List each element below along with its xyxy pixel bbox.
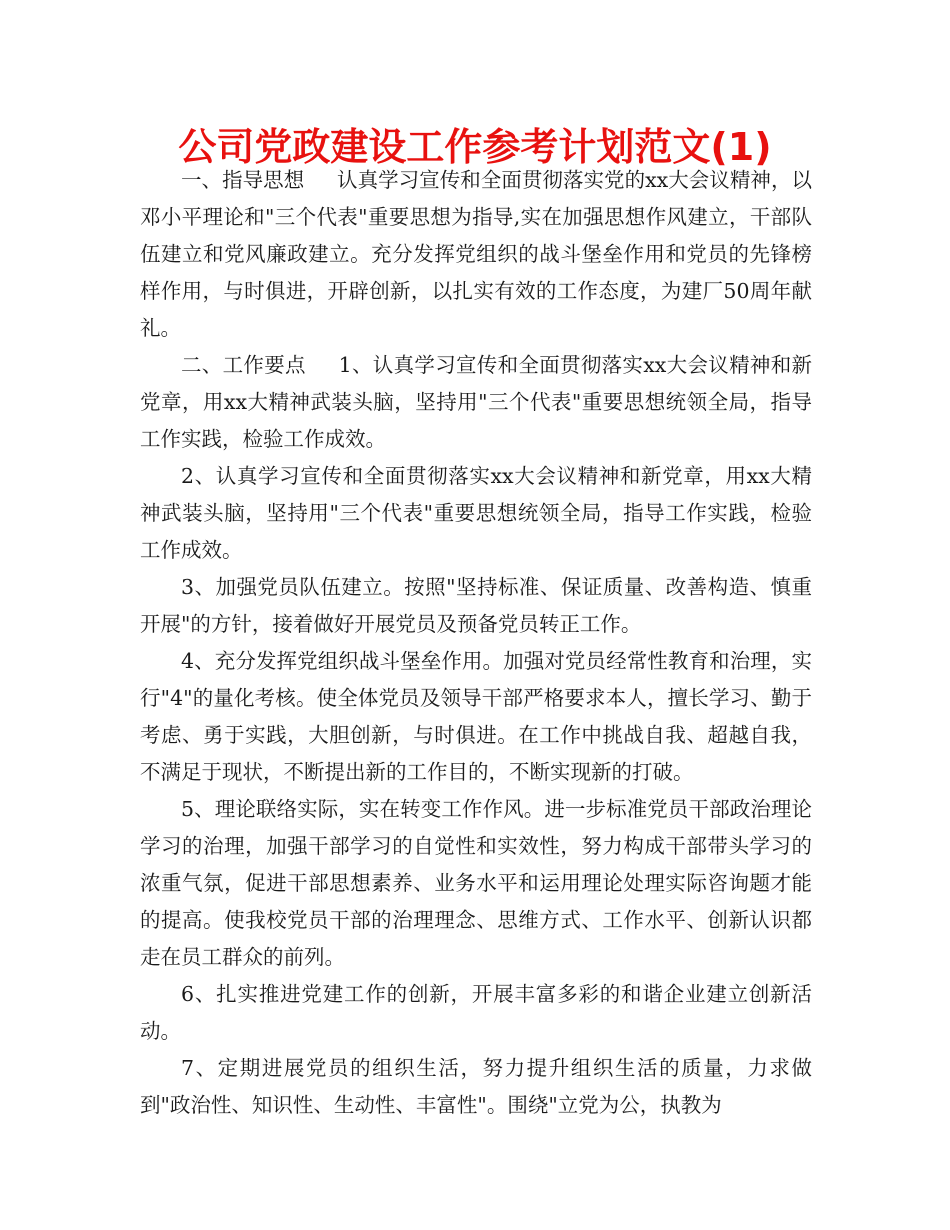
paragraph-item-5: 5、理论联络实际，实在转变工作作风。进一步标准党员干部政治理论学习的治理，加强干部学习的自觉性和实效性，努力构成干部带头学习的浓重气氛，促进干部思想素养、业务水平和运用理论处理实际咨询题才能的提高。使我校党员干部的治理理念、思维方式、工作水平、创新认识都走在员工群众的前列。 <box>140 797 812 969</box>
paragraph-item-2: 2、认真学习宣传和全面贯彻落实xx大会议精神和新党章，用xx大精神武装头脑，坚持用"三个代表"重要思想统领全局，指导工作实践，检验工作成效。 <box>140 464 812 562</box>
paragraph-text: 认真学习宣传和全面贯彻落实党的xx大会议精神，以邓小平理论和"三个代表"重要思想为指导,实在加强思想作风建立，干部队伍建立和党风廉政建立。充分发挥党组织的战斗堡垒作用和党员的先锋榜样作用，与时俱进，开辟创新，以扎实有效的工作态度，为建厂50周年献礼。 <box>140 168 812 340</box>
paragraph-item-4: 4、充分发挥党组织战斗堡垒作用。加强对党员经常性教育和治理，实行"4"的量化考核。使全体党员及领导干部严格要求本人，擅长学习、勤于考虑、勇于实践，大胆创新，与时俱进。在工作中挑战自我、超越自我，不满足于现状，不断提出新的工作目的，不断实现新的打破。 <box>140 649 812 784</box>
paragraph-item-6: 6、扎实推进党建工作的创新，开展丰富多彩的和谐企业建立创新活动。 <box>140 982 812 1043</box>
paragraph-guiding-ideology <box>140 162 812 347</box>
section-heading-work-points: 二、工作要点 <box>181 353 306 377</box>
document-title: 公司党政建设工作参考计划范文(1) <box>178 125 772 169</box>
section-heading-guiding-ideology: 一、指导思想 <box>181 168 305 192</box>
document-body <box>140 162 812 1124</box>
paragraph-item-7: 7、定期进展党员的组织生活，努力提升组织生活的质量，力求做到"政治性、知识性、生动性、丰富性"。围绕"立党为公，执教为 <box>140 1056 812 1117</box>
paragraph-text: 1、认真学习宣传和全面贯彻落实xx大会议精神和新党章，用xx大精神武装头脑，坚持用"三个代表"重要思想统领全局，指导工作实践，检验工作成效。 <box>140 353 812 451</box>
paragraph-item-3: 3、加强党员队伍建立。按照"坚持标准、保证质量、改善构造、慎重开展"的方针，接着做好开展党员及预备党员转正工作。 <box>140 575 812 636</box>
paragraph-work-points <box>140 347 812 458</box>
